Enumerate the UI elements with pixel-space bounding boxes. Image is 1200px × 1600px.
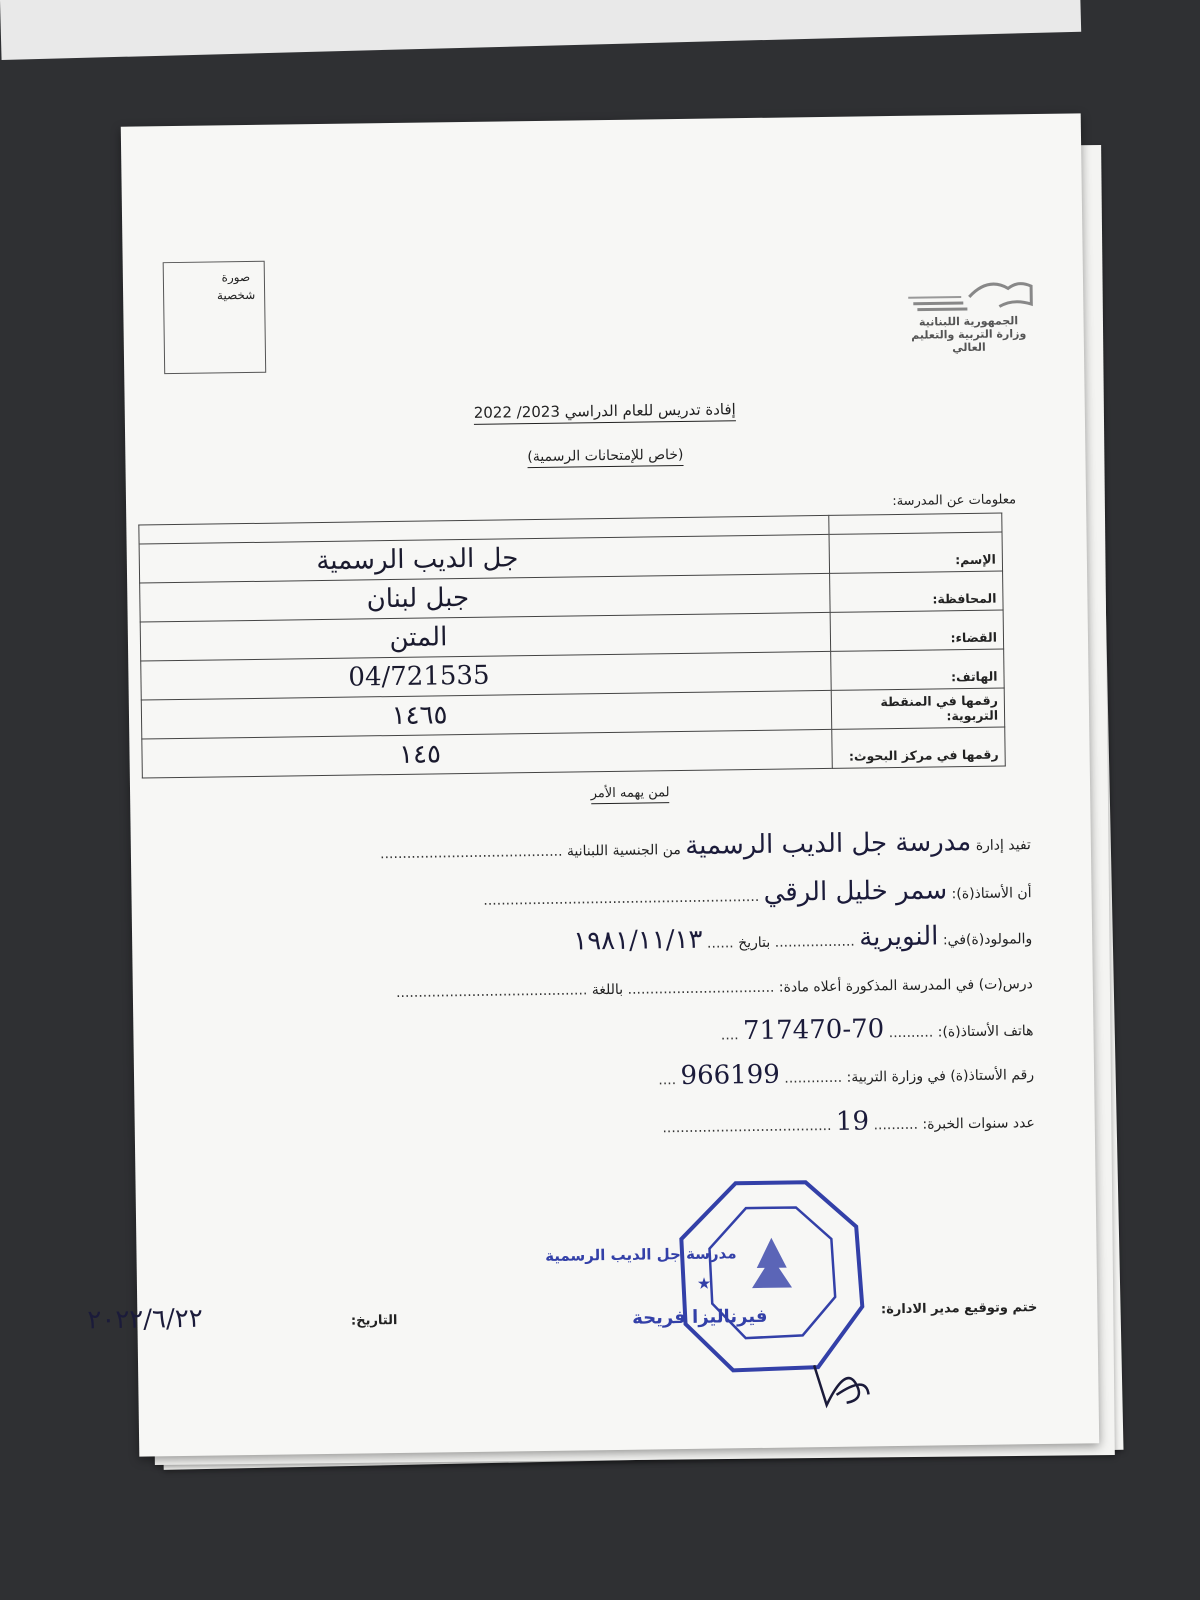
field-label: القضاء: (830, 610, 1004, 651)
handwritten-school: مدرسة جل الديب الرسمية (684, 826, 972, 861)
ministry-name-line1: الجمهورية اللبنانية (918, 314, 1019, 329)
line-phone: هاتف الأستاذ(ة): .......... 70-717470 .... (720, 1014, 1034, 1047)
official-seal (676, 1176, 869, 1383)
line-experience: عدد سنوات الخبرة: .......... 19 ...................................... (662, 1106, 1035, 1137)
field-value: 04/721535 (141, 651, 831, 700)
background-sheet (0, 0, 1081, 60)
ministry-name-line2: وزارة التربية والتعليم العالي (911, 327, 1027, 355)
field-label: الهاتف: (831, 649, 1005, 690)
handwritten-ministry-number: 966199 (680, 1059, 781, 1092)
photo-label: صورة شخصية (216, 269, 256, 303)
line-subject: درس(ت) في المدرسة المذكورة أعلاه مادة: ................................. باللغة ........................................... (395, 976, 1033, 1002)
field-value: ١٤٦٥ (141, 690, 831, 739)
open-book-icon (903, 274, 1034, 316)
director-signature (806, 1354, 877, 1415)
handwritten-birthdate: ١٩٨١/١١/١٣ (573, 924, 703, 957)
ministry-logo (893, 274, 1044, 355)
to-whom-heading: لمن يهمه الأمر (130, 779, 1090, 807)
school-info-label: معلومات عن المدرسة: (892, 492, 1017, 510)
field-value: جبل لبنان (140, 573, 830, 622)
field-value: جل الديب الرسمية (139, 534, 829, 583)
field-value: المتن (140, 612, 830, 661)
line-school: تفيد إدارة مدرسة جل الديب الرسمية من الجنسية اللبنانية ......................................... (379, 826, 1031, 863)
stamp-school-name: مدرسة جل الديب الرسمية (545, 1244, 737, 1265)
handwritten-date: ٢٠٢٢/٦/٢٢ (87, 1303, 203, 1336)
field-label: المحافظة: (830, 571, 1004, 612)
svg-text:★: ★ (696, 1273, 712, 1293)
photo-placeholder (163, 261, 267, 374)
field-label: رقمها في مركز البحوث: (832, 727, 1006, 768)
handwritten-phone: 70-717470 (742, 1014, 885, 1047)
handwritten-experience-years: 19 (835, 1106, 870, 1137)
date-label: التاريخ: (350, 1313, 398, 1329)
field-value: ١٤٥ (142, 729, 832, 778)
line-teacher: أن الأستاذ(ة): سمر خليل الرقي .............................................................. (483, 875, 1032, 909)
signature-label: ختم وتوقيع مدير الادارة: (880, 1300, 1038, 1318)
document-title: إفادة تدريس للعام الدراسي 2023/ 2022 (125, 395, 1085, 426)
school-info-table (138, 512, 1005, 778)
document-subtitle: (خاص للإمتحانات الرسمية) (125, 441, 1085, 470)
handwritten-birthplace: النويرية (858, 921, 939, 953)
line-birth: والمولود(ة)في: النويرية .................. بتاريخ ...... ١٩٨١/١١/١٣ (573, 921, 1033, 957)
field-label: رقمها في المنقطة التربوية: (831, 688, 1005, 729)
field-label: الإسم: (829, 532, 1003, 573)
line-ministry-number: رقم الأستاذ(ة) في وزارة التربية: ............. 966199 .... (658, 1059, 1035, 1092)
stamp-director-name: فيرناليزا فريحة (632, 1305, 768, 1329)
handwritten-teacher-name: سمر خليل الرقي (763, 875, 948, 908)
certificate-page (87, 113, 1099, 1456)
